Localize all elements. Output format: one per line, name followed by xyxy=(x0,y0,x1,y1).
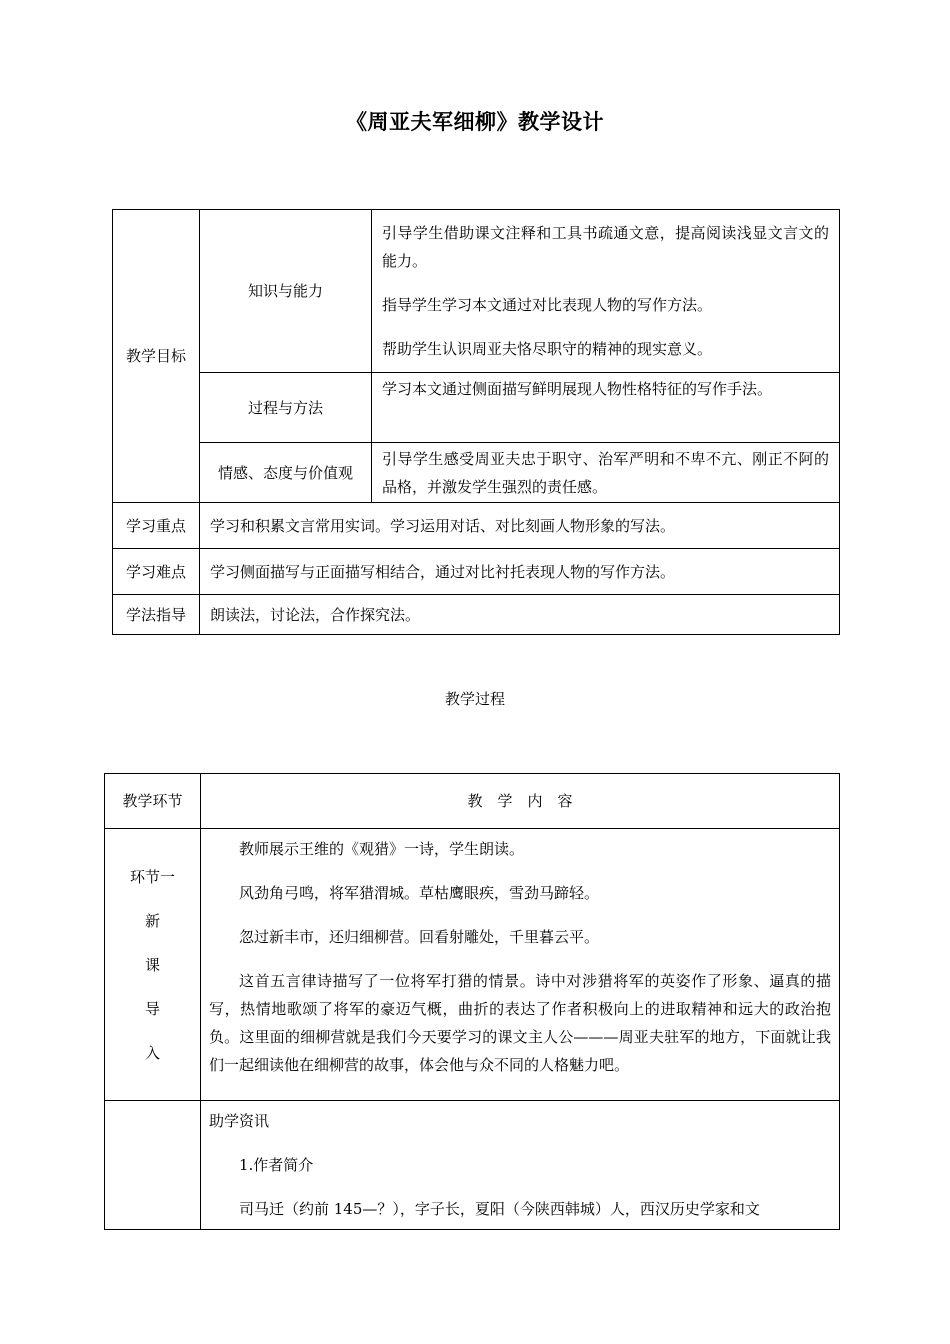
stage1-paragraph: 这首五言律诗描写了一位将军打猎的情景。诗中对涉猎将军的英姿作了形象、逼真的描写，热情地歌颂了将军的豪迈气概，曲折的表达了作者积极向上的进取精神和远大的政治抱负。这里面的细柳营就是我们今天要学习的课文主人公———周亚夫驻军的地方，下面就让我们一起细读他在细柳营的故事，体会他与众不同的人格魅力吧。 xyxy=(209,972,831,1074)
stage2-content xyxy=(201,1101,840,1230)
process-method-label: 过程与方法 xyxy=(200,373,372,443)
stage1-poem-line: 风劲角弓鸣，将军猎渭城。草枯鹰眼疾，雪劲马蹄轻。 xyxy=(239,884,600,902)
stage1-content xyxy=(201,829,840,1101)
objectives-label: 教学目标 xyxy=(113,210,200,503)
methods-content: 朗读法，讨论法，合作探究法。 xyxy=(200,595,840,635)
stage1-paragraph: 教师展示王维的《观猎》一诗，学生朗读。 xyxy=(239,840,525,858)
methods-label: 学法指导 xyxy=(113,595,200,635)
stage2-subheading: 1.作者简介 xyxy=(239,1156,314,1174)
stage2-heading: 助学资讯 xyxy=(209,1112,270,1130)
stage1-label xyxy=(105,829,201,1101)
document-title: 《周亚夫军细柳》教学设计 xyxy=(346,110,604,134)
content-column-header: 教 学 内 容 xyxy=(201,774,840,829)
stage1-label-line: 新 xyxy=(144,911,160,930)
stage-column-header: 教学环节 xyxy=(105,774,201,829)
key-points-content: 学习和积累文言常用实词。学习运用对话、对比刻画人物形象的写法。 xyxy=(200,503,840,549)
objectives-table xyxy=(112,209,840,635)
process-method-content: 学习本文通过侧面描写鲜明展现人物性格特征的写作手法。 xyxy=(372,373,840,443)
stage2-text: 司马迁（约前 145—？），字子长，夏阳（今陕西韩城）人，西汉历史学家和文 xyxy=(239,1200,760,1218)
stage2-label xyxy=(105,1101,201,1230)
difficulties-content: 学习侧面描写与正面描写相结合，通过对比衬托表现人物的写作方法。 xyxy=(200,549,840,595)
knowledge-content xyxy=(372,210,840,373)
process-table xyxy=(104,773,840,1230)
key-points-label: 学习重点 xyxy=(113,503,200,549)
knowledge-item: 指导学生学习本文通过对比表现人物的写作方法。 xyxy=(382,296,713,314)
knowledge-item: 引导学生借助课文注释和工具书疏通文意，提高阅读浅显文言文的能力。 xyxy=(382,224,829,270)
stage1-poem-line: 忽过新丰市，还归细柳营。回看射雕处，千里暮云平。 xyxy=(239,928,600,946)
knowledge-label: 知识与能力 xyxy=(200,210,372,373)
knowledge-item: 帮助学生认识周亚夫恪尽职守的精神的现实意义。 xyxy=(382,340,713,358)
process-heading: 教学过程 xyxy=(444,690,505,708)
stage1-label-line: 入 xyxy=(144,1043,160,1062)
stage1-label-line: 导 xyxy=(144,999,160,1018)
emotion-label: 情感、态度与价值观 xyxy=(200,443,372,503)
stage1-label-line: 课 xyxy=(144,955,160,974)
emotion-content: 引导学生感受周亚夫忠于职守、治军严明和不卑不亢、刚正不阿的品格，并激发学生强烈的责任感。 xyxy=(372,443,840,503)
difficulties-label: 学习难点 xyxy=(113,549,200,595)
stage1-label-line: 环节一 xyxy=(129,867,175,886)
